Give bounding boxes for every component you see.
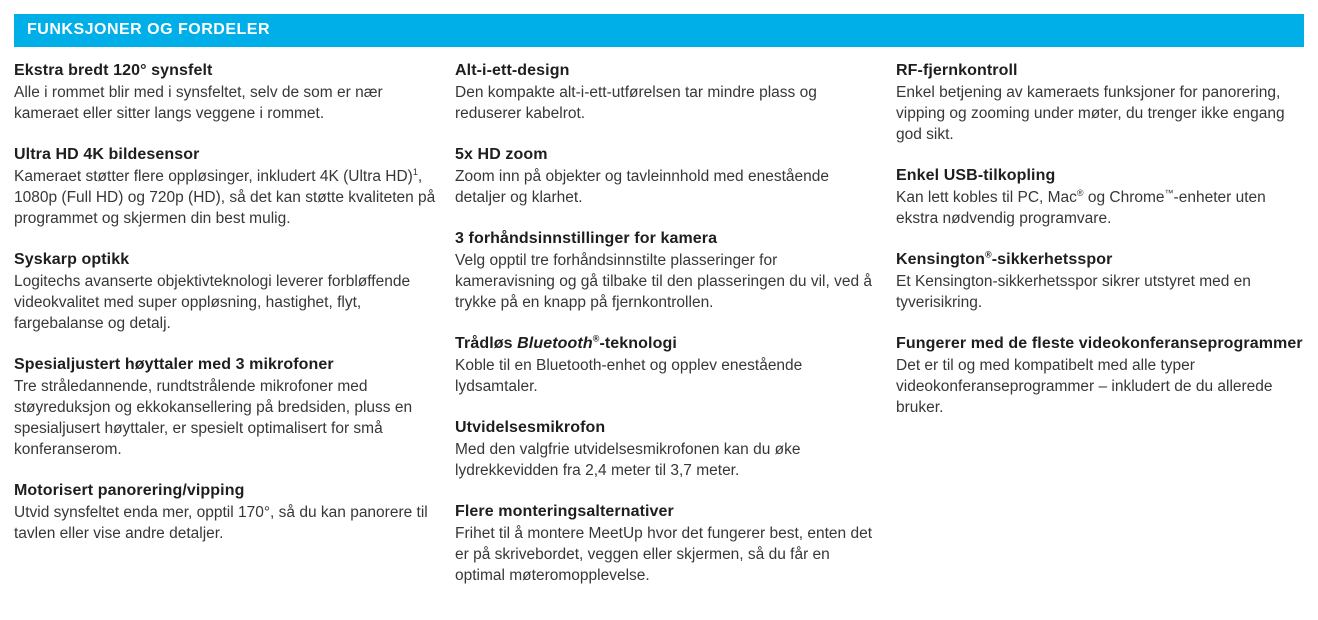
feature-speaker-3-mics bbox=[14, 354, 439, 460]
registered-mark: ® bbox=[1076, 187, 1084, 198]
feature-rf-remote bbox=[896, 60, 1304, 145]
feature-expansion-mic bbox=[455, 417, 880, 481]
footnote-marker: 1 bbox=[412, 166, 418, 177]
feature-usb-connectivity bbox=[896, 165, 1304, 229]
feature-body: Det er til og med kompatibelt med alle typer videokonferanseprogrammer – inkludert de du allerede bruker. bbox=[896, 357, 1273, 416]
feature-heading: Spesialjustert høyttaler med 3 mikrofoner bbox=[14, 356, 334, 373]
feature-wide-field-of-view bbox=[14, 60, 439, 124]
feature-heading: Flere monteringsalternativer bbox=[455, 503, 674, 520]
feature-heading: 3 forhåndsinnstillinger for kamera bbox=[455, 230, 718, 247]
feature-body: Kameraet støtter flere oppløsinger, inkludert 4K (Ultra HD)$^1$, 1080p (Full HD) og 720p (HD), så det kan støtte kvaliteten på programmet og skjermen din best mulig. bbox=[14, 166, 436, 227]
feature-heading: Fungerer med de fleste videokonferanseprogrammer bbox=[896, 335, 1303, 352]
feature-vc-app-compatibility bbox=[896, 333, 1304, 418]
feature-body: Et Kensington-sikkerhetsspor sikrer utstyret med en tyverisikring. bbox=[896, 273, 1251, 311]
feature-body: Logitechs avanserte objektivteknologi leverer forbløffende videokvalitet med super oppløsning, hastighet, flyt, fargebalanse og detalj. bbox=[14, 273, 411, 332]
feature-body: Koble til en Bluetooth-enhet og opplev enestående lydsamtaler. bbox=[455, 357, 803, 395]
feature-column-3 bbox=[896, 60, 1304, 438]
feature-all-in-one-design bbox=[455, 60, 880, 124]
feature-heading: Ultra HD 4K bildesensor bbox=[14, 146, 200, 163]
feature-kensington-slot bbox=[896, 249, 1304, 313]
feature-body: Frihet til å montere MeetUp hvor det fungerer best, enten det er på skrivebordet, veggen eller skjermen, så du får en optimal møteromopplevelse. bbox=[455, 525, 873, 584]
feature-mounting-options bbox=[455, 501, 880, 586]
feature-heading: RF-fjernkontroll bbox=[896, 62, 1018, 79]
registered-mark: ® bbox=[592, 333, 600, 344]
trademark-mark: ™ bbox=[1164, 187, 1174, 198]
feature-column-2 bbox=[455, 60, 880, 606]
section-header-banner bbox=[14, 14, 1304, 47]
feature-camera-presets bbox=[455, 228, 880, 313]
feature-body: Med den valgfrie utvidelsesmikrofonen kan du øke lydrekkevidden fra 2,4 meter til 3,7 meter. bbox=[455, 441, 801, 479]
feature-body: Tre stråledannende, rundtstrålende mikrofoner med støyreduksjon og ekkokansellering på bredsiden, pluss en spesialjusert høyttaler, er spesielt optimalisert for små konferanserom. bbox=[14, 378, 413, 458]
feature-heading: Trådløs Bluetooth®-teknologi bbox=[455, 333, 677, 352]
feature-heading: 5x HD zoom bbox=[455, 146, 548, 163]
feature-motorized-pan-tilt bbox=[14, 480, 439, 544]
features-columns bbox=[14, 60, 1304, 606]
feature-sharp-optics bbox=[14, 249, 439, 334]
feature-heading: Utvidelsesmikrofon bbox=[455, 419, 606, 436]
feature-heading: Kensington®-sikkerhetsspor bbox=[896, 249, 1113, 268]
bluetooth-brand: Bluetooth bbox=[517, 335, 593, 352]
feature-column-1 bbox=[14, 60, 439, 564]
feature-body: Kan lett kobles til PC, Mac® og Chrome™-enheter uten ekstra nødvendig programvare. bbox=[896, 187, 1266, 227]
feature-heading: Ekstra bredt 120° synsfelt bbox=[14, 62, 213, 79]
feature-heading: Syskarp optikk bbox=[14, 251, 130, 268]
feature-body: Velg opptil tre forhåndsinnstilte plasseringer for kameravisning og gå tilbake til den plasseringen du vil, ved å trykke på en knapp på fjernkontrollen. bbox=[455, 252, 873, 311]
feature-bluetooth-technology bbox=[455, 333, 880, 397]
feature-ultra-hd-4k-sensor bbox=[14, 144, 439, 229]
feature-heading: Alt-i-ett-design bbox=[455, 62, 570, 79]
registered-mark: ® bbox=[985, 249, 992, 260]
feature-heading: Motorisert panorering/vipping bbox=[14, 482, 245, 499]
feature-body: Zoom inn på objekter og tavleinnhold med enestående detaljer og klarhet. bbox=[455, 168, 829, 206]
feature-body: Utvid synsfeltet enda mer, opptil 170°, så du kan panorere til tavlen eller vise andre detaljer. bbox=[14, 504, 428, 542]
feature-5x-hd-zoom bbox=[455, 144, 880, 208]
feature-body: Enkel betjening av kameraets funksjoner for panorering, vipping og zooming under møter, du trenger ikke engang god sikt. bbox=[896, 84, 1285, 143]
feature-body: Alle i rommet blir med i synsfeltet, selv de som er nær kameraet eller sitter langs veggene i rommet. bbox=[14, 84, 383, 122]
feature-body: Den kompakte alt-i-ett-utførelsen tar mindre plass og reduserer kabelrot. bbox=[455, 84, 817, 122]
feature-heading: Enkel USB-tilkopling bbox=[896, 167, 1056, 184]
section-title: FUNKSJONER OG FORDELER bbox=[27, 21, 271, 38]
